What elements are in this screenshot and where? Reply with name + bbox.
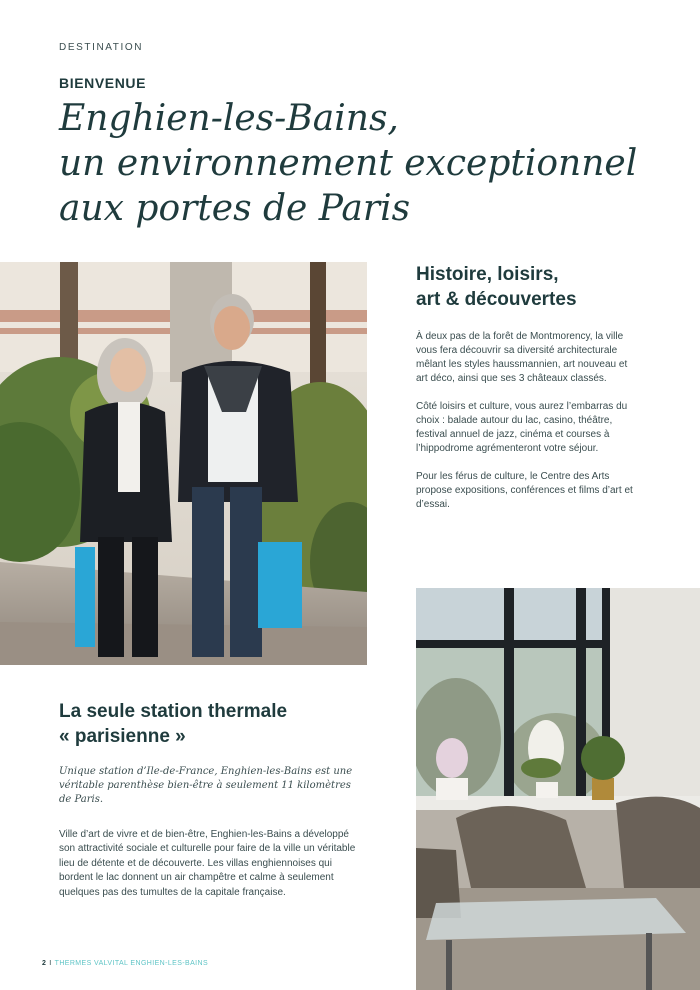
spa-intro: Unique station d’Ile-de-France, Enghien-les-Bains est une véritable parenthèse bien-être à seulement 11 kilomètres de Paris. <box>59 766 353 805</box>
history-section-body <box>416 330 636 526</box>
section-eyebrow: DESTINATION <box>59 42 144 53</box>
welcome-label: BIENVENUE <box>59 75 147 91</box>
spa-section-title <box>59 699 379 749</box>
spa-title-line-2: « parisienne » <box>59 726 186 747</box>
history-title-line-1: Histoire, loisirs, <box>416 264 559 285</box>
page-number: 2 <box>42 960 47 967</box>
spa-lounge-photo <box>416 588 700 990</box>
page-footer <box>42 960 208 967</box>
headline-line-1: Enghien-les-Bains, <box>59 98 399 139</box>
headline-line-2: un environnement exceptionnel <box>59 143 638 184</box>
footer-brand: THERMES VALVITAL ENGHIEN-LES-BAINS <box>54 960 209 967</box>
history-title-line-2: art & découvertes <box>416 289 577 310</box>
history-paragraph-2: Côté loisirs et culture, vous aurez l’embarras du choix : balade autour du lac, casino, théâtre, festival annuel de jazz, cinéma et courses à l’hippodrome agrémenteront votre séjour. <box>416 401 628 454</box>
history-paragraph-1: À deux pas de la forêt de Montmorency, la ville vous fera découvrir sa diversité architecturale mêlant les styles haussmannien, art nouveau et art déco, ainsi que ses 3 châteaux classés. <box>416 331 628 384</box>
page-headline <box>59 96 659 231</box>
couple-walking-photo <box>0 262 367 665</box>
footer-separator: I <box>49 960 52 967</box>
headline-line-3: aux portes de Paris <box>59 188 411 229</box>
spa-title-line-1: La seule station thermale <box>59 701 288 722</box>
spa-body: Ville d’art de vivre et de bien-être, Enghien-les-Bains a développé son attractivité sociale et culturelle pour faire de la ville un véritable lieu de détente et de découverte. Les villas enghiennoises qui bordent le lac donnent un air champêtre et calme à seulement quelques pas des tumultes de la capitale française. <box>59 829 356 898</box>
history-paragraph-3: Pour les férus de culture, le Centre des Arts propose expositions, conférences et films d’art et d’essai. <box>416 471 633 510</box>
history-section-title <box>416 262 676 312</box>
